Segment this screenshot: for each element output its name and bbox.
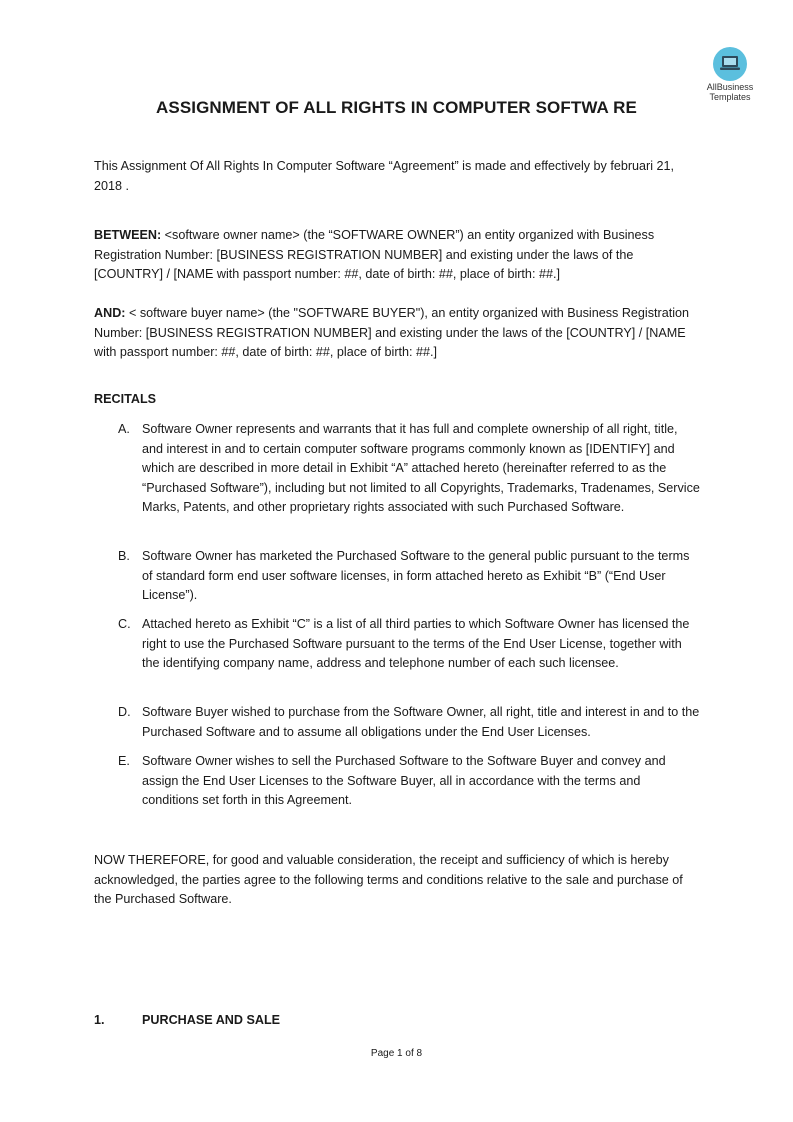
logo-text [700, 82, 760, 102]
logo-line-2: Templates [709, 92, 751, 102]
recital-item [118, 752, 700, 811]
logo-badge [713, 47, 747, 81]
and-paragraph [94, 304, 699, 363]
section-number: 1. [94, 1013, 105, 1027]
between-text: <software owner name> (the “SOFTWARE OWNER”) an entity organized with Business Registration Number: [BUSINESS REGISTRATION NUMBER] and existing under the laws of the [COUNTRY] / [NAME with passport number: ##, date of birth: ##, place of birth: ##.] [94, 228, 655, 281]
recital-text: Software Buyer wished to purchase from the Software Owner, all right, title and interest in and to the Purchased Software and to assume all obligations under the End User Licenses. [142, 705, 700, 739]
and-label: AND: [94, 306, 126, 320]
recital-item [118, 703, 700, 742]
laptop-icon [719, 55, 741, 73]
recital-letter: E. [118, 754, 130, 768]
recital-item [118, 420, 700, 518]
recital-letter: A. [118, 422, 130, 436]
section-title: PURCHASE AND SALE [142, 1013, 281, 1027]
between-label: BETWEEN: [94, 228, 162, 242]
recital-text: Software Owner wishes to sell the Purchased Software to the Software Buyer and convey and assign the End User Licenses to the Software Buyer, all in accordance with the terms and conditions set forth in this Agreement. [142, 754, 666, 807]
intro-paragraph: This Assignment Of All Rights In Computer Software “Agreement” is made and effectively by februari 21, 2018 . [94, 159, 675, 193]
recital-text: Software Owner has marketed the Purchased Software to the general public pursuant to the terms of standard form end user software licenses, in form attached hereto as Exhibit “B” (“End User License”). [142, 549, 690, 602]
now-therefore-paragraph: NOW THEREFORE, for good and valuable consideration, the receipt and sufficiency of which is hereby acknowledged, the parties agree to the following terms and conditions relative to the sale and purchase of the Purchased Software. [94, 853, 683, 906]
recital-item [118, 615, 700, 674]
between-paragraph [94, 226, 699, 285]
recital-letter: C. [118, 617, 131, 631]
logo-line-1: AllBusiness [706, 82, 754, 92]
recital-item [118, 547, 700, 606]
recital-text: Attached hereto as Exhibit “C” is a list of all third parties to which Software Owner has licensed the right to use the Purchased Software pursuant to the terms of the End User License, together with the identifying company name, address and telephone number of each such licensee. [142, 617, 690, 670]
document-title: ASSIGNMENT OF ALL RIGHTS IN COMPUTER SOFTWA RE [156, 98, 637, 117]
recitals-heading: RECITALS [94, 392, 157, 406]
recital-text: Software Owner represents and warrants that it has full and complete ownership of all right, title, and interest in and to certain computer software programs commonly known as [IDENTIFY] and which are described in more detail in Exhibit “A” attached hereto (hereinafter referred to as the “Purchased Software”), including but not limited to all Copyrights, Trademarks, Tradenames, Service Marks, Patents, and other proprietary rights associated with such Purchased Software. [142, 422, 700, 514]
page-footer: Page 1 of 8 [370, 1048, 423, 1059]
and-text: < software buyer name> (the "SOFTWARE BUYER"), an entity organized with Business Registration Number: [BUSINESS REGISTRATION NUMBER] and existing under the laws of the [COUNTRY] / [NAME with passport number: ##, date of birth: ##, place of birth: ##.] [94, 306, 690, 359]
recital-letter: D. [118, 705, 131, 719]
recital-letter: B. [118, 549, 130, 563]
allbusiness-logo [700, 47, 760, 102]
